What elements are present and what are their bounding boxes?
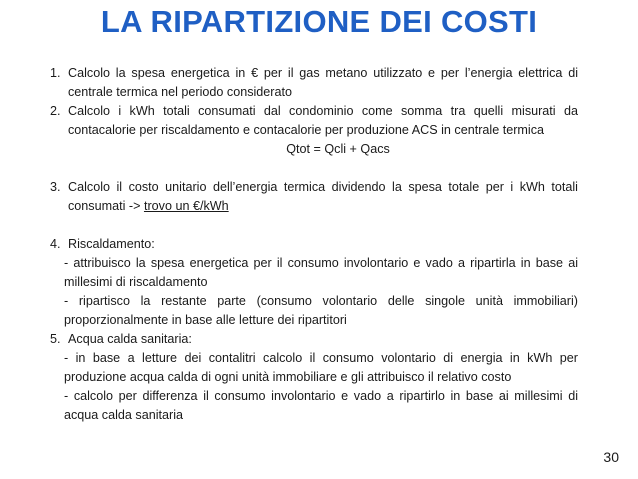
sub-item: - calcolo per differenza il consumo involontario e vado a ripartirlo in base ai millesimi di acqua calda sanitaria — [64, 389, 578, 422]
page-number: 30 — [603, 449, 619, 465]
sub-item: - in base a letture dei contalitri calcolo il consumo volontario di energia in kWh per produzione acqua calda di ogni unità immobiliare e gli attribuisco il relativo costo — [64, 351, 578, 384]
item-number: 3. — [50, 180, 61, 194]
list-item-4 — [50, 235, 578, 254]
item-text: Calcolo i kWh totali consumati dal condominio come somma tra quelli misurati da contacalorie per riscaldamento e contacalorie per produzione ACS in centrale termica — [68, 104, 578, 137]
item-text-body: Calcolo il costo unitario dell’energia termica dividendo la spesa totale per i kWh totali consumati -> — [68, 180, 578, 213]
formula: Qtot = Qcli + Qacs — [286, 142, 390, 156]
list-item-1 — [50, 64, 578, 102]
item-text: Acqua calda sanitaria: — [68, 332, 192, 346]
item-text: Riscaldamento: — [68, 237, 155, 251]
sub-item: - attribuisco la spesa energetica per il consumo involontario e vado a ripartirla in base ai millesimi di riscaldamento — [64, 256, 578, 289]
sub-item: - ripartisco la restante parte (consumo volontario delle singole unità immobiliari) proporzionalmente in base alle letture dei ripartitori — [64, 294, 578, 327]
item-number: 5. — [50, 332, 61, 346]
list-item-3 — [50, 178, 578, 216]
slide-title: LA RIPARTIZIONE DEI COSTI — [100, 4, 538, 39]
item-text — [68, 178, 578, 216]
item-text: Calcolo la spesa energetica in € per il gas metano utilizzato e per l’energia elettrica di centrale termica nel periodo considerato — [68, 66, 578, 99]
slide-content — [50, 64, 578, 425]
item-number: 4. — [50, 237, 61, 251]
item-number: 1. — [50, 66, 61, 80]
list-item-5 — [50, 330, 578, 349]
unit-cost-link: trovo un €/kWh — [143, 199, 229, 213]
list-item-2 — [50, 102, 578, 140]
item-number: 2. — [50, 104, 61, 118]
